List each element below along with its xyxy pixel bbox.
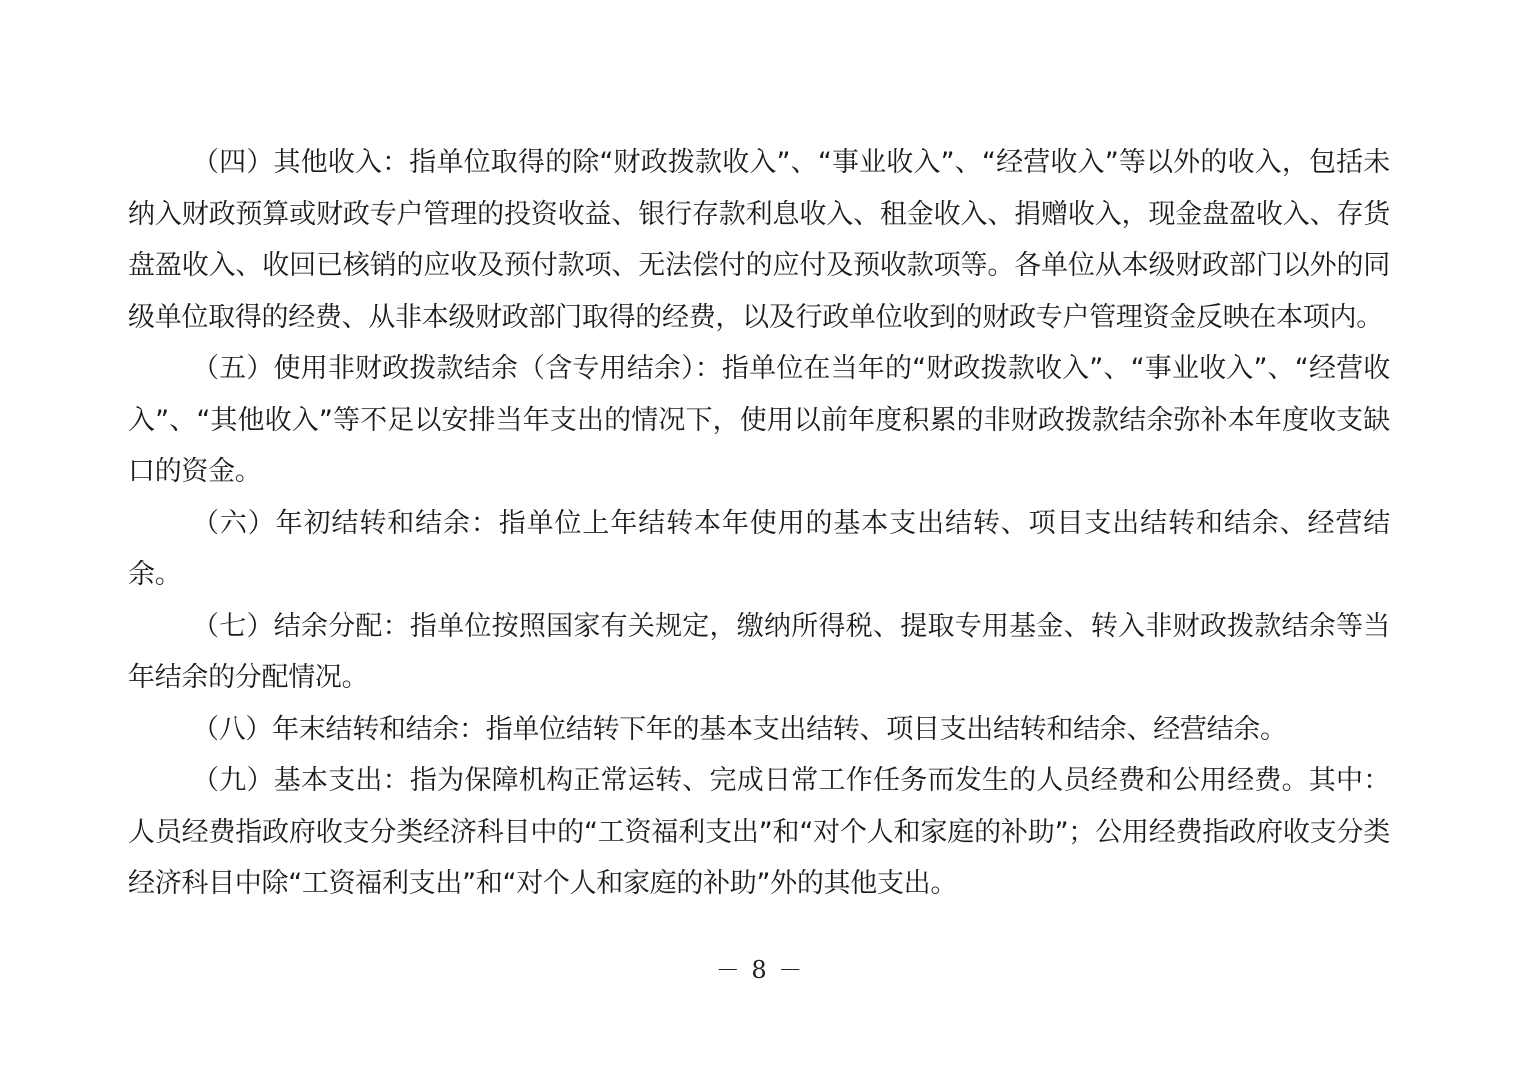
- body-text: [128, 137, 1390, 910]
- page-number: － 8 －: [715, 956, 805, 984]
- paragraph-year-end-carryover: （八）年末结转和结余：指单位结转下年的基本支出结转、项目支出结转和结余、经营结余。: [192, 713, 1287, 745]
- paragraph-basic-expenditure: （九）基本支出：指为保障机构正常运转、完成日常工作任务而发生的人员经费和公用经费。其中：人员经费指政府收支分类经济科目中的“工资福利支出”和“对个人和家庭的补助”；公用经费指政府收支分类经济科目中除“工资福利支出”和“对个人和家庭的补助”外的其他支出。: [128, 765, 1390, 899]
- paragraph-other-income: （四）其他收入：指单位取得的除“财政拨款收入”、“事业收入”、“经营收入”等以外的收入，包括未纳入财政预算或财政专户管理的投资收益、银行存款利息收入、租金收入、捐赠收入，现金盘盈收入、存货盘盈收入、收回已核销的应收及预付款项、无法偿付的应付及预收款项等。各单位从本级财政部门以外的同级单位取得的经费、从非本级财政部门取得的经费，以及行政单位收到的财政专户管理资金反映在本项内。: [128, 147, 1390, 333]
- paragraph-surplus-distribution: （七）结余分配：指单位按照国家有关规定，缴纳所得税、提取专用基金、转入非财政拨款结余等当年结余的分配情况。: [128, 610, 1390, 693]
- paragraph-non-fiscal-surplus: （五）使用非财政拨款结余（含专用结余）：指单位在当年的“财政拨款收入”、“事业收入”、“经营收入”、“其他收入”等不足以安排当年支出的情况下，使用以前年度积累的非财政拨款结余弥补本年度收支缺口的资金。: [128, 353, 1390, 487]
- paragraph-beginning-carryover: （六）年初结转和结余：指单位上年结转本年使用的基本支出结转、项目支出结转和结余、经营结余。: [128, 507, 1390, 590]
